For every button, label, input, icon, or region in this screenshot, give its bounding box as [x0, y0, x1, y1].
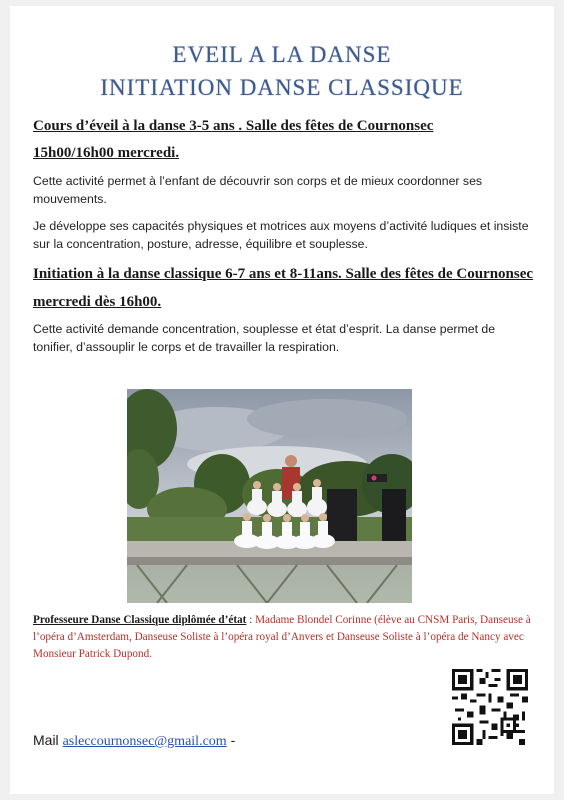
qr-code-icon[interactable]: [452, 669, 528, 745]
mail-trailing: -: [226, 732, 236, 748]
dance-class-photo: [127, 389, 412, 603]
title-line-2: INITIATION DANSE CLASSIQUE: [100, 75, 464, 100]
section-initiation-paragraph: Cette activité demande concentration, souplesse et état d’esprit. La danse permet de tonifier, d’assouplir le corps et de travailler la respiration.: [33, 322, 496, 354]
teacher-credit-lead: Professeure Danse Classique diplômée d’état: [33, 614, 247, 626]
section-eveil-schedule: 15h00/16h00 mercredi.: [33, 145, 180, 161]
section-eveil: [33, 116, 538, 253]
section-initiation-heading: Initiation à la danse classique 6-7 ans et 8-11ans. Salle des fêtes de Cournonsec: [33, 266, 534, 282]
contact-line: [33, 732, 235, 750]
section-eveil-paragraph-2: Je développe ses capacités physiques et motrices aux moyens d’activité ludiques et insiste sur la concentration, posture, adresse, équilibre et souplesse.: [33, 219, 529, 251]
mail-label: Mail: [33, 732, 59, 748]
section-eveil-heading: Cours d’éveil à la danse 3-5 ans . Salle des fêtes de Cournonsec: [33, 118, 434, 134]
section-initiation-schedule: mercredi dès 16h00.: [33, 294, 162, 310]
email-link[interactable]: asleccournonsec@gmail.com: [62, 734, 227, 749]
section-eveil-paragraph-1: Cette activité permet à l’enfant de découvrir son corps et de mieux coordonner ses mouvements.: [33, 174, 483, 206]
flyer-page: [10, 6, 554, 794]
flyer-title: [10, 38, 554, 104]
section-initiation: [33, 264, 538, 356]
teacher-credit-separator: :: [246, 614, 256, 626]
teacher-credit: [33, 612, 543, 663]
teacher-credit-text: Madame Blondel Corinne (élève au CNSM Paris, Danseuse à l’opéra d’Amsterdam, Danseuse Soliste à l’opéra royal d’Anvers et Danseuse Soliste à l’opéra de Nancy avec Monsieur Patrick Dupond.: [33, 614, 531, 660]
title-line-1: EVEIL A LA DANSE: [172, 42, 392, 67]
